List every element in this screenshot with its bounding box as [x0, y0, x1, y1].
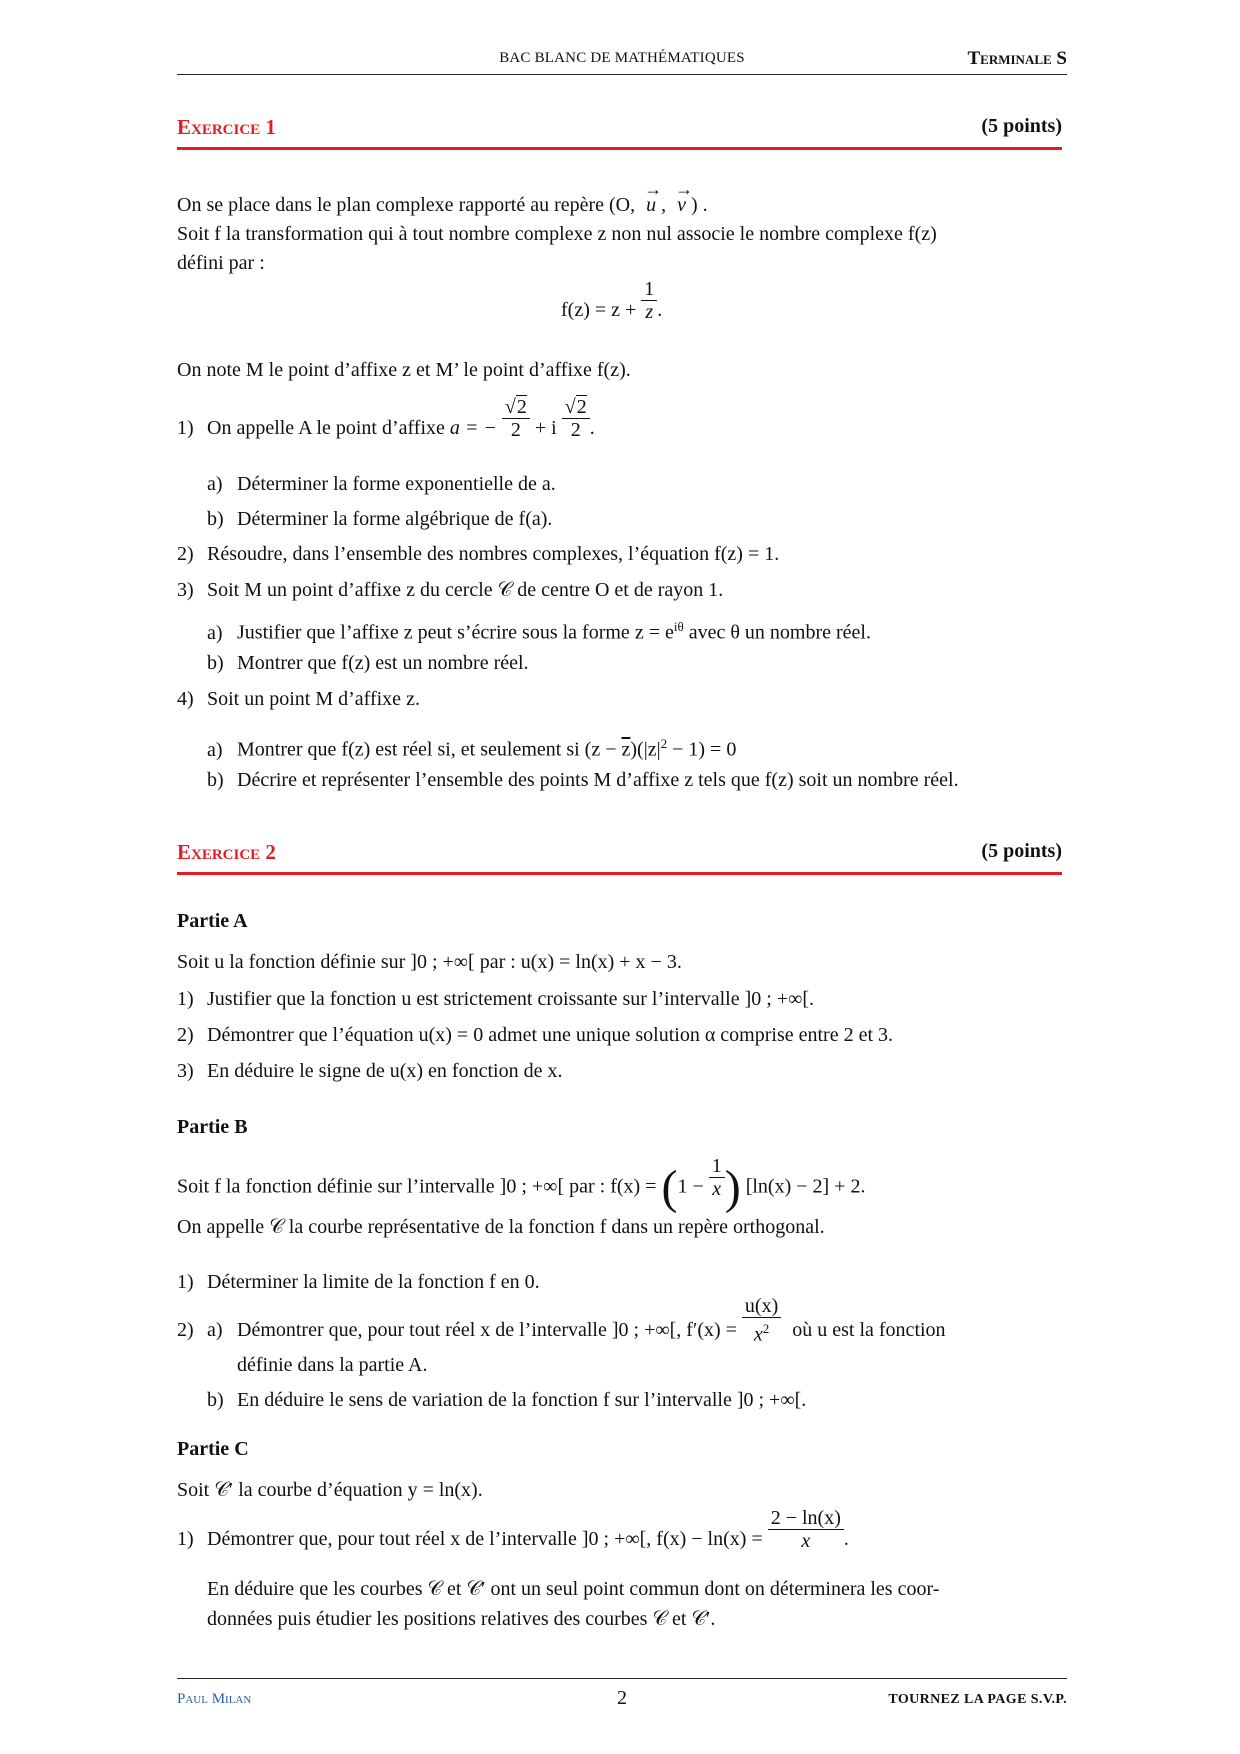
page-footer [177, 1678, 1067, 1709]
vector-v: → v [677, 193, 686, 217]
ex2-c-intro: Soit 𝒞′ la courbe d’équation y = ln(x). [177, 1479, 483, 1501]
ex1-q1b: b) Déterminer la forme algébrique de f(a). [207, 508, 553, 530]
partie-a-title: Partie A [177, 910, 248, 932]
ex2-a2: 2) Démontrer que l’équation u(x) = 0 admet une unique solution α comprise entre 2 et 3. [177, 1024, 894, 1046]
ex2-a3: 3) En déduire le signe de u(x) en fonction de x. [177, 1060, 563, 1082]
ex1-q3a: a) Justifier que l’affixe z peut s’écrire sous la forme $z = e^{i\theta}$ avec θ un nombre réel. [207, 619, 871, 644]
page [177, 0, 1067, 1754]
ex2-a1: 1) Justifier que la fonction u est strictement croissante sur l’intervalle ]0 ; +∞[. [177, 988, 815, 1010]
exercice1-points: (5 points) [981, 115, 1062, 137]
ex2-b2a: 2) a) Démontrer que, pour tout réel x de l’intervalle ]0 ; +∞[, f′(x) = $\frac{u(x)}{x^2}$ où u est la fonction [177, 1295, 946, 1346]
footer-turn-page: TOURNEZ LA PAGE S.V.P. [888, 1692, 1067, 1707]
footer-page-number: 2 [617, 1687, 627, 1709]
exercice1-header [177, 113, 1062, 150]
ex1-q2: 2) Résoudre, dans l’ensemble des nombres complexes, l’équation f(z) = 1. [177, 543, 780, 565]
exercice1-title: Exercice 1 [177, 115, 276, 139]
ex2-c1-cont1: En déduire que les courbes 𝒞 et 𝒞′ ont un seul point commun dont on déterminera les coor- [207, 1578, 940, 1600]
ex1-q3: 3) Soit M un point d’affixe z du cercle 𝒞 de centre O et de rayon 1. [177, 579, 724, 601]
header-title: BAC BLANC DE MATHÉMATIQUES [499, 50, 745, 66]
page-header [177, 48, 1067, 75]
ex1-q4: 4) Soit un point M d’affixe z. [177, 688, 420, 710]
ex2-b1: 1) Déterminer la limite de la fonction f en 0. [177, 1271, 540, 1293]
ex1-q1a: a) Déterminer la forme exponentielle de a. [207, 473, 556, 495]
ex2-b2b: b) En déduire le sens de variation de la fonction f sur l’intervalle ]0 ; +∞[. [207, 1389, 807, 1411]
ex1-intro-line1: On se place dans le plan complexe rapporté au repère (O, → u , → v ) . [177, 193, 708, 217]
ex2-c1: 1) Démontrer que, pour tout réel x de l’intervalle ]0 ; +∞[, f(x) − ln(x) = $\frac{2 - \ln(x)}{x}$ . [177, 1506, 849, 1552]
partie-b-title: Partie B [177, 1116, 248, 1138]
ex2-a-intro: Soit u la fonction définie sur ]0 ; +∞[ par : u(x) = ln(x) + x − 3. [177, 951, 682, 973]
footer-author: Paul Milan [177, 1691, 252, 1707]
ex2-b2a-cont: définie dans la partie A. [237, 1354, 428, 1376]
ex2-b-intro: Soit f la fonction définie sur l’intervalle ]0 ; +∞[ par : f(x) = (1 − $\frac{1}{x}$ ) [ln(x) − 2] + 2. [177, 1154, 866, 1214]
ex1-q4a: a) Montrer que f(z) est réel si, et seulement si $(z - \overline{z})(|z|^2 - 1) = 0$ [207, 736, 737, 761]
exercice2-points: (5 points) [981, 840, 1062, 862]
exercice2-header [177, 838, 1062, 875]
ex1-formula: f(z) = z + $\frac{1}{z}$ . [561, 277, 663, 323]
ex1-intro-line2: Soit f la transformation qui à tout nombre complexe z non nul associe le nombre complexe f(z) [177, 223, 937, 245]
ex2-b-curve: On appelle 𝒞 la courbe représentative de la fonction f dans un repère orthogonal. [177, 1216, 825, 1238]
header-class: Terminale S [967, 48, 1067, 69]
partie-c-title: Partie C [177, 1438, 249, 1460]
exercice2-title: Exercice 2 [177, 840, 276, 864]
ex1-q3b: b) Montrer que f(z) est un nombre réel. [207, 652, 529, 674]
ex1-note: On note M le point d’affixe z et M’ le point d’affixe f(z). [177, 359, 631, 381]
ex1-q1: 1) On appelle A le point d’affixe a = − $\frac{√2}{2}$ + i $\frac{√2}{2}$ . [177, 395, 595, 441]
vector-u: → u [646, 193, 656, 217]
ex1-q4b: b) Décrire et représenter l’ensemble des points M d’affixe z tels que f(z) soit un nombre réel. [207, 769, 959, 791]
ex1-intro-line3: défini par : [177, 252, 265, 274]
ex2-c1-cont2: données puis étudier les positions relatives des courbes 𝒞 et 𝒞′. [207, 1608, 716, 1630]
